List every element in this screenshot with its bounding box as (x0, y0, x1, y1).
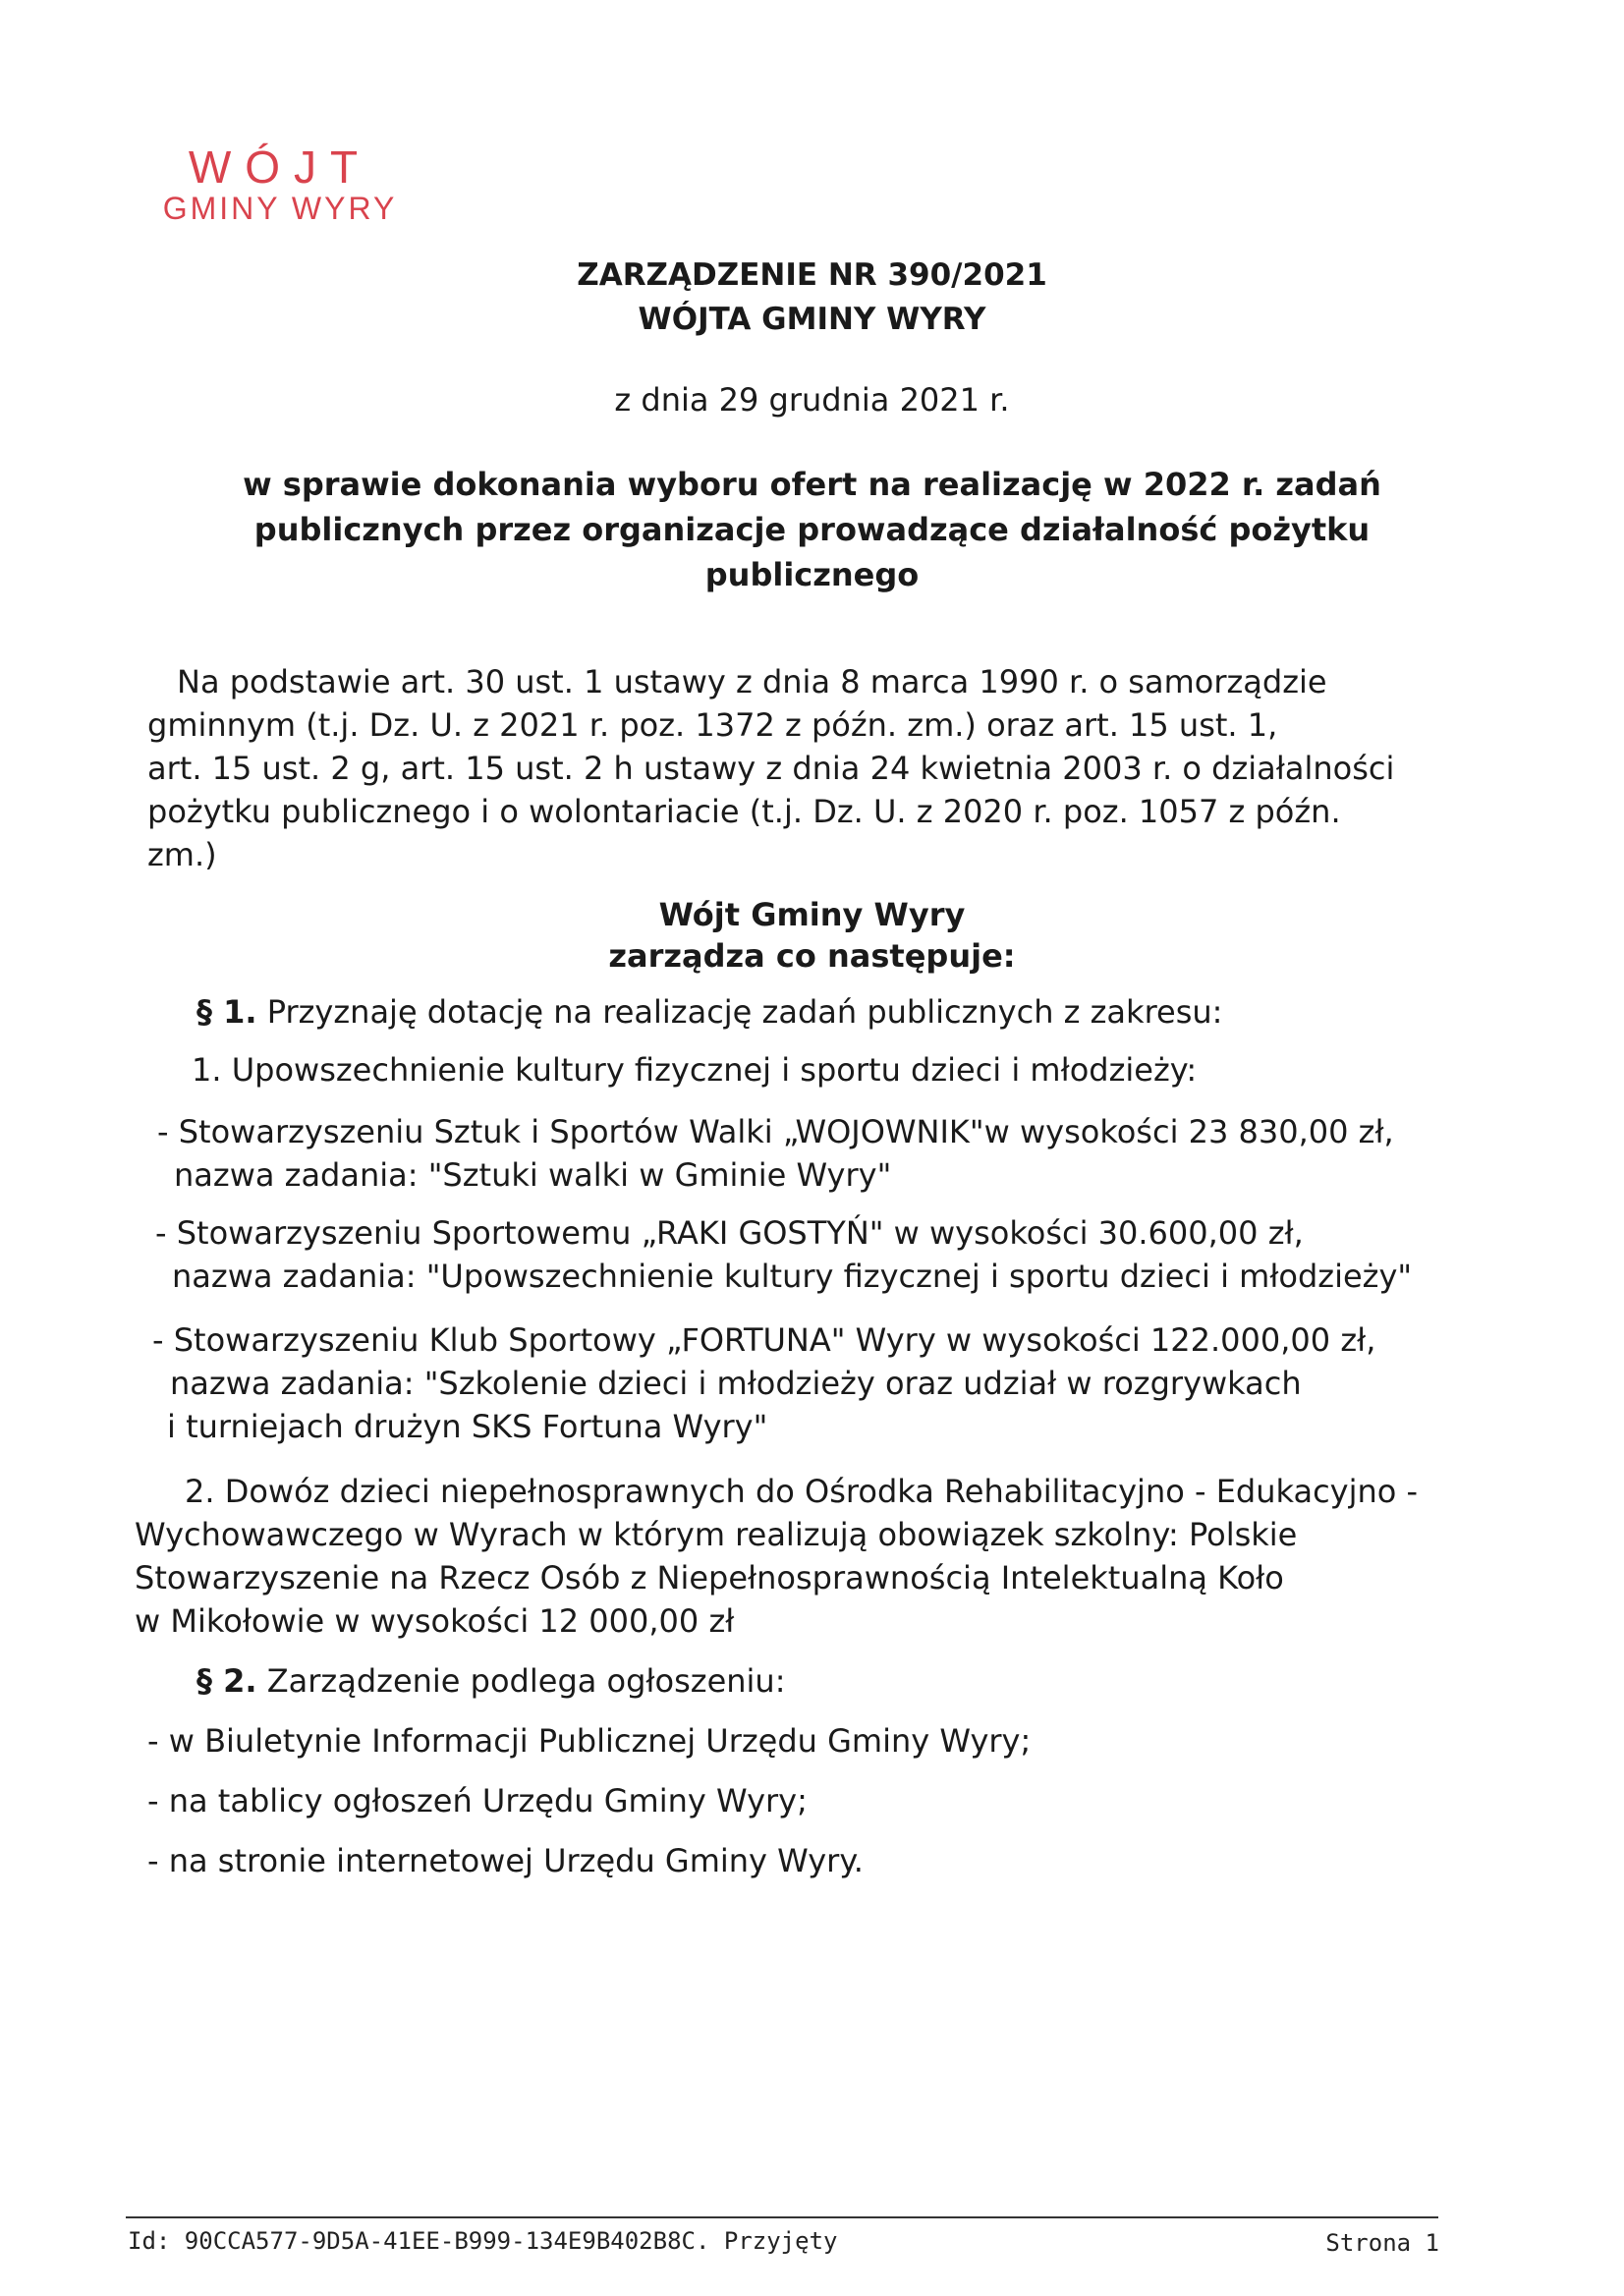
stamp-title: WÓJT (188, 141, 372, 193)
subject-line: publicznego (704, 556, 920, 593)
stamp-subtitle: GMINY WYRY (162, 191, 398, 226)
section-2-intro (196, 1659, 785, 1703)
page-number: Strona 1 (1325, 2229, 1439, 2257)
grant-task-name: i turniejach drużyn SKS Fortuna Wyry" (167, 1408, 768, 1445)
grant-task-name: nazwa zadania: "Sztuki walki w Gminie Wyry" (174, 1156, 892, 1194)
section-1-text: Przyznaję dotację na realizację zadań publicznych z zakresu: (256, 993, 1223, 1031)
grant-task-name: nazwa zadania: "Szkolenie dzieci i młodzieży oraz udział w rozgrywkach (170, 1365, 1302, 1402)
preamble-line: Na podstawie art. 30 ust. 1 ustawy z dnia 8 marca 1990 r. o samorządzie (177, 663, 1327, 700)
preamble-line: zm.) (147, 836, 217, 873)
preamble-line: pożytku publicznego i o wolontariacie (t.j. Dz. U. z 2020 r. poz. 1057 z późn. (147, 793, 1341, 830)
section-2-text: Zarządzenie podlega ogłoszeniu: (256, 1662, 786, 1700)
document-title-line2: WÓJTA GMINY WYRY (638, 302, 986, 337)
section-2-mark: § 2. (196, 1662, 257, 1700)
section-1-point-1: 1. Upowszechnienie kultury fizycznej i sportu dzieci i młodzieży: (192, 1051, 1198, 1089)
publication-item: - w Biuletynie Informacji Publicznej Urzędu Gminy Wyry; (147, 1722, 1032, 1760)
grant-recipient: - Stowarzyszeniu Sportowemu „RAKI GOSTYŃ" w wysokości 30.600,00 zł, (155, 1214, 1304, 1252)
document-date: z dnia 29 grudnia 2021 r. (614, 381, 1010, 419)
publication-item: - na tablicy ogłoszeń Urzędu Gminy Wyry; (147, 1782, 808, 1820)
grant-recipient: - Stowarzyszeniu Klub Sportowy „FORTUNA" Wyry w wysokości 122.000,00 zł, (152, 1321, 1376, 1359)
document-id: Id: 90CCA577-9D5A-41EE-B999-134E9B402B8C. Przyjęty (128, 2227, 838, 2255)
publication-item: - na stronie internetowej Urzędu Gminy Wyry. (147, 1842, 864, 1879)
preamble-line: gminnym (t.j. Dz. U. z 2021 r. poz. 1372 z późn. zm.) oraz art. 15 ust. 1, (147, 706, 1278, 744)
decree-authority: Wójt Gminy Wyry (658, 896, 966, 933)
subject-line: w sprawie dokonania wyboru ofert na realizację w 2022 r. zadań (243, 466, 1381, 503)
section-1-point-2: Wychowawczego w Wyrach w którym realizują obowiązek szkolny: Polskie (135, 1516, 1298, 1553)
section-1-intro (196, 990, 1222, 1034)
section-1-mark: § 1. (196, 993, 257, 1031)
preamble-line: art. 15 ust. 2 g, art. 15 ust. 2 h ustawy z dnia 24 kwietnia 2003 r. o działalności (147, 750, 1395, 787)
footer-divider (126, 2216, 1438, 2218)
subject-line: publicznych przez organizacje prowadzące działalność pożytku (253, 511, 1371, 548)
section-1-point-2: Stowarzyszenie na Rzecz Osób z Niepełnosprawnością Intelektualną Koło (135, 1559, 1284, 1596)
section-1-point-2: 2. Dowóz dzieci niepełnosprawnych do Ośrodka Rehabilitacyjno - Edukacyjno - (185, 1473, 1419, 1510)
document-title-line1: ZARZĄDZENIE NR 390/2021 (577, 257, 1047, 293)
grant-task-name: nazwa zadania: "Upowszechnienie kultury fizycznej i sportu dzieci i młodzieży" (172, 1258, 1413, 1295)
grant-recipient: - Stowarzyszeniu Sztuk i Sportów Walki „WOJOWNIK"w wysokości 23 830,00 zł, (157, 1113, 1394, 1150)
decree-statement: zarządza co następuje: (608, 937, 1016, 975)
section-1-point-2: w Mikołowie w wysokości 12 000,00 zł (135, 1602, 735, 1640)
wojt-stamp (133, 143, 427, 226)
